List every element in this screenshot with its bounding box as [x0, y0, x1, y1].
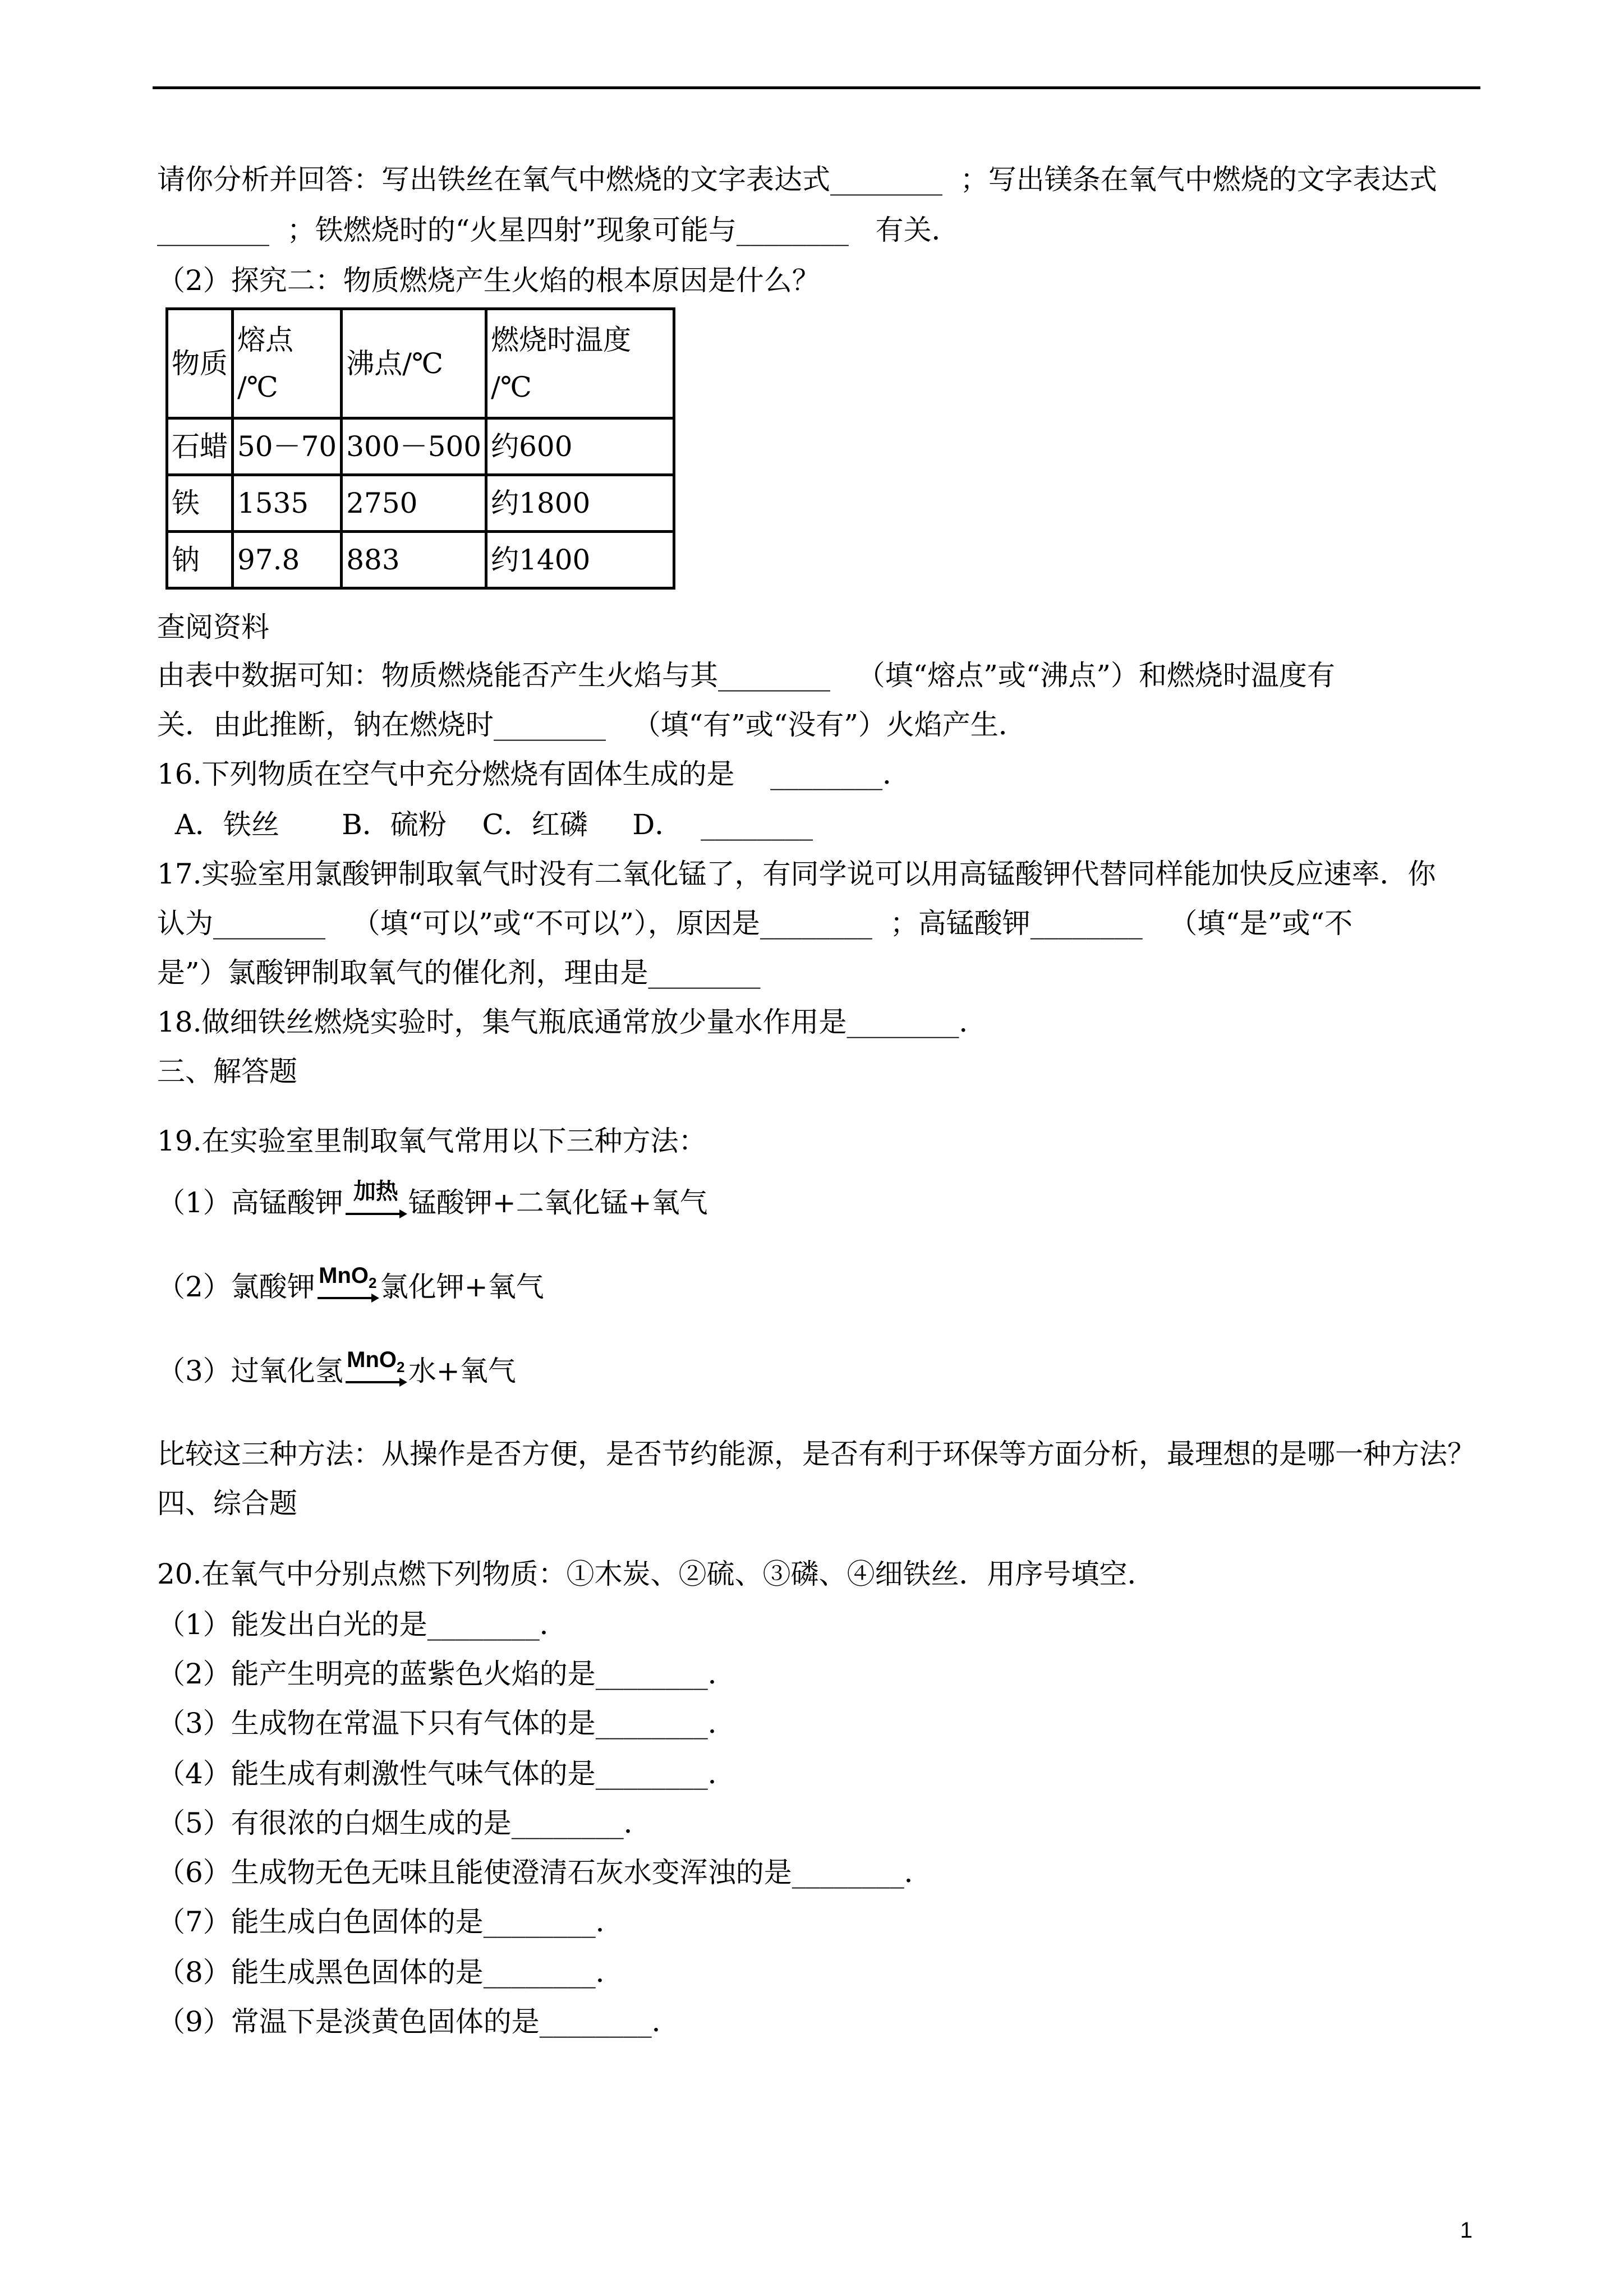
- text-line: （4）能生成有刺激性气味气体的是________．: [157, 1757, 736, 1790]
- table-cell: 石蜡: [167, 418, 233, 475]
- text-line: （3）生成物在常温下只有气体的是________．: [157, 1707, 736, 1740]
- table-cell: 约1800: [486, 475, 674, 532]
- text-line: 20.在氧气中分别点燃下列物质：①木炭、②硫、③磷、④细铁丝．用序号填空．: [157, 1558, 1156, 1590]
- header-rule: [153, 86, 1480, 89]
- equation-1: [157, 1179, 708, 1220]
- table-cell: 300－500: [342, 418, 486, 475]
- text-line: 是”）氯酸钾制取氧气的催化剂，理由是________: [157, 956, 761, 989]
- section-heading: 三、解答题: [157, 1055, 297, 1088]
- reaction-condition: [344, 1347, 407, 1379]
- text-line: （5）有很浓的白烟生成的是________．: [157, 1807, 652, 1839]
- text-line: 比较这三种方法：从操作是否方便，是否节约能源，是否有利于环保等方面分析，最理想的是哪一种方法？: [157, 1438, 1475, 1470]
- text-line: 16.下列物质在空气中充分燃烧有固体生成的是 ________．: [157, 758, 911, 790]
- table-cell: 约600: [486, 418, 674, 475]
- table-cell: 97.8: [233, 532, 342, 588]
- text-line: （2）探究二：物质燃烧产生火焰的根本原因是什么？: [157, 264, 820, 297]
- table-cell: 铁: [167, 475, 233, 532]
- equation-right: 水+氧气: [408, 1355, 516, 1387]
- text-line: 17.实验室用氯酸钾制取氧气时没有二氧化锰了，有同学说可以用高锰酸钾代替同样能加快反应速率．你: [157, 858, 1436, 890]
- table-header-cell: [486, 309, 674, 418]
- table-row: [167, 475, 674, 532]
- text-line: （6）生成物无色无味且能使澄清石灰水变浑浊的是________．: [157, 1856, 932, 1889]
- equation-3: [157, 1347, 516, 1388]
- header-melting: 熔点 /℃: [237, 324, 293, 403]
- text-line: （1）能发出白光的是________．: [157, 1608, 568, 1641]
- catalyst-label: MnO: [347, 1347, 397, 1372]
- reaction-condition: 加热: [353, 1179, 398, 1204]
- text-line: 18.做细铁丝燃烧实验时，集气瓶底通常放少量水作用是________．: [157, 1006, 987, 1038]
- table-cell: 约1400: [486, 532, 674, 588]
- page-number: 1: [1460, 2218, 1473, 2243]
- text-line: 请你分析并回答：写出铁丝在氧气中燃烧的文字表达式________ ；写出镁条在氧气中燃烧的文字表达式: [157, 163, 1437, 196]
- text-line: A．铁丝 B．硫粉 C．红磷 D． ________: [157, 808, 813, 841]
- table-row: [167, 418, 674, 475]
- equation-right: 锰酸钾+二氧化锰+氧气: [408, 1186, 708, 1219]
- section-heading: 四、综合题: [157, 1487, 297, 1520]
- text-line: ________ ；铁燃烧时的“火星四射”现象可能与________ 有关．: [157, 214, 960, 246]
- table-cell: 钠: [167, 532, 233, 588]
- catalyst-label: MnO: [319, 1263, 369, 1288]
- text-line: （2）能产生明亮的蓝紫色火焰的是________．: [157, 1658, 736, 1690]
- text-line: （7）能生成白色固体的是________．: [157, 1906, 624, 1938]
- table-header-cell: 物质: [167, 309, 233, 418]
- table-cell: 883: [342, 532, 486, 588]
- reaction-arrow-icon: [344, 1347, 407, 1388]
- reaction-arrow-icon: [316, 1263, 379, 1304]
- equation-2: [157, 1263, 544, 1304]
- properties-table: [165, 307, 675, 590]
- text-line: 关．由此推断，钠在燃烧时________ （填“有”或“没有”）火焰产生．: [157, 708, 1027, 741]
- header-burn-temp: 燃烧时温度 /℃: [491, 324, 632, 403]
- equation-left: （1）高锰酸钾: [157, 1186, 343, 1219]
- reaction-condition: [316, 1263, 379, 1295]
- text-line: 19.在实验室里制取氧气常用以下三种方法：: [157, 1125, 707, 1157]
- text-line: （8）能生成黑色固体的是________．: [157, 1956, 624, 1989]
- table-header-cell: [233, 309, 342, 418]
- text-line: 认为________ （填“可以”或“不可以”），原因是________ ；高锰酸钾________ （填“是”或“不: [157, 907, 1353, 940]
- text-line: 由表中数据可知：物质燃烧能否产生火焰与其________ （填“熔点”或“沸点”）和燃烧时温度有: [157, 659, 1335, 692]
- catalyst-subscript: 2: [369, 1274, 377, 1291]
- catalyst-subscript: 2: [397, 1359, 405, 1375]
- table-cell: 1535: [233, 475, 342, 532]
- table-header-cell: 沸点/℃: [342, 309, 486, 418]
- table-row: [167, 532, 674, 588]
- equation-left: （2）氯酸钾: [157, 1271, 315, 1303]
- equation-right: 氯化钾+氧气: [380, 1271, 544, 1303]
- text-line: （9）常温下是淡黄色固体的是________．: [157, 2005, 680, 2038]
- table-cell: 50－70: [233, 418, 342, 475]
- equation-left: （3）过氧化氢: [157, 1355, 343, 1387]
- table-cell: 2750: [342, 475, 486, 532]
- text-line: 查阅资料: [157, 611, 269, 643]
- reaction-arrow-icon: [344, 1179, 407, 1220]
